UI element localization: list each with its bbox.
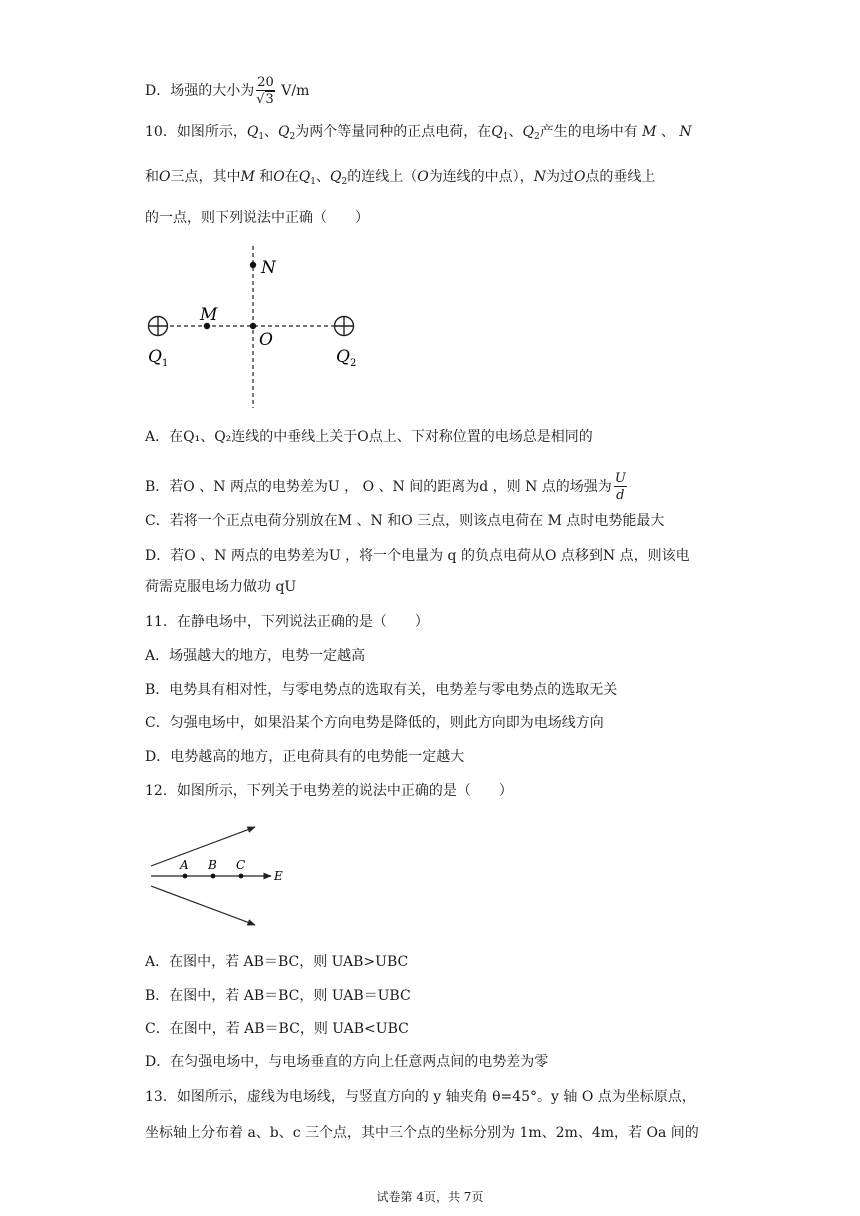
point-c (239, 874, 244, 879)
label-q1: Q (148, 347, 162, 367)
q10-option-b: B．若O 、N 两点的电势差为U ， O 、N 间的距离为d ，则 N 点的场强为 $\frac{U}{d}$ (145, 471, 626, 503)
label-n: N (261, 258, 276, 278)
label-q2: Q (336, 347, 350, 367)
q12-option-c: C．在图中，若 AB＝BC，则 UAB<UBC (145, 1021, 409, 1037)
q10-stem-line2: 和O三点，其中M 和O在$Q_1$、$Q_2$的连线上（O为连线的中点），N为过O点的垂线上 (145, 169, 656, 187)
label-c: C (236, 858, 246, 872)
page-footer: 试卷第 4页，共 7页 (376, 1190, 484, 1204)
q11-option-c: C．匀强电场中，如果沿某个方向电势是降低的，则此方向即为电场线方向 (145, 715, 604, 731)
label-b: B (208, 858, 217, 872)
point-o (250, 323, 256, 329)
label-o: O (259, 330, 273, 350)
q12-option-d: D．在匀强电场中，与电场垂直的方向上任意两点间的电势差为零 (145, 1054, 549, 1070)
field-line-lower (151, 886, 255, 925)
q10-option-d-line2: 荷需克服电场力做功 qU (145, 579, 297, 595)
q12-figure (145, 820, 285, 932)
label-q1-sub: 1 (162, 358, 169, 369)
fraction: $\frac{20}{√3}$ (256, 75, 274, 107)
q10-figure (140, 240, 380, 412)
point-b (211, 874, 216, 879)
q11-option-d: D．电势越高的地方，正电荷具有的电势能一定越大 (145, 749, 465, 765)
label-q2-sub: 2 (350, 358, 357, 369)
q11-option-b: B．电势具有相对性，与零电势点的选取有关，电势差与零电势点的选取无关 (145, 682, 618, 698)
label-a: A (180, 858, 189, 872)
unit: V/m (276, 83, 310, 99)
label-m: M (200, 305, 218, 325)
fraction: $\frac{U}{d}$ (614, 471, 626, 503)
q9-option-d-text: D．场强的大小为 (145, 83, 255, 99)
point-n (250, 262, 256, 268)
charge-q1-symbol (149, 317, 168, 336)
q11-stem: 11．在静电场中，下列说法正确的是（ ） (145, 614, 429, 630)
q12-option-a: A．在图中，若 AB＝BC，则 UAB>UBC (145, 954, 409, 970)
charge-q2-symbol (335, 317, 354, 336)
q10-stem-line3: 的一点，则下列说法中正确（ ） (145, 210, 369, 226)
label-e: E (274, 869, 283, 883)
q12-option-b: B．在图中，若 AB＝BC，则 UAB＝UBC (145, 988, 411, 1004)
q9-option-d (145, 76, 309, 106)
q10-option-a: A．在Q₁、Q₂连线的中垂线上关于O点上、下对称位置的电场总是相同的 (145, 429, 593, 445)
q13-line2: 坐标轴上分布着 a、b、c 三个点，其中三个点的坐标分别为 1m、2m、4m，若 Oa 间的 (145, 1125, 699, 1141)
q12-stem: 12．如图所示，下列关于电势差的说法中正确的是（ ） (145, 783, 513, 799)
q13-line1: 13．如图所示，虚线为电场线，与竖直方向的 y 轴夹角 θ=45°。y 轴 O 点为坐标原点， (145, 1089, 696, 1105)
q10-stem-line1: 10．如图所示，$Q_1$、$Q_2$为两个等量同种的正点电荷，在$Q_1$、$Q_2$产生的电场中有 M 、 N (145, 124, 692, 142)
q10-option-c: C．若将一个正点电荷分别放在M 、N 和O 三点，则该点电荷在 M 点时电势能最大 (145, 513, 665, 529)
q11-option-a: A．场强越大的地方，电势一定越高 (145, 648, 366, 664)
point-a (183, 874, 188, 879)
q10-option-d-line1: D．若O 、N 两点的电势差为U ，将一个电量为 q 的负点电荷从O 点移到N 点，则该电 (145, 548, 690, 564)
